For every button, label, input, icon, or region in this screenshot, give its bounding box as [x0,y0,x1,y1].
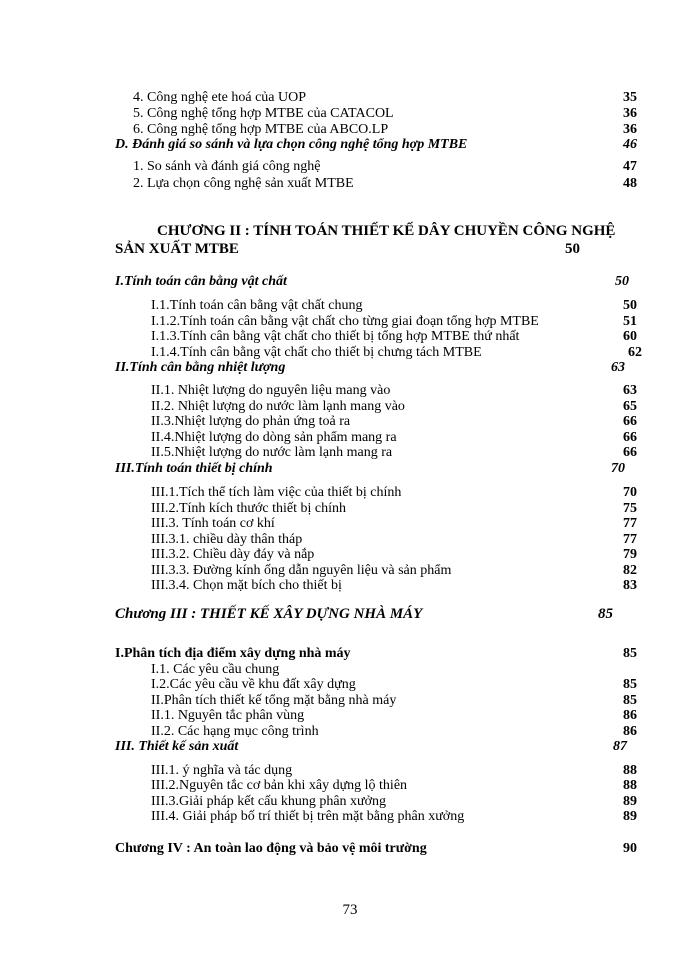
toc-entry-title: II.3.Nhiệt lượng do phản ứng toả ra [151,414,351,429]
chapter-2-heading-line1: CHƯƠNG II : TÍNH TOÁN THIẾT KẾ DÂY CHUYỀN CÔNG NGHỆ [157,223,616,239]
toc-entry-page: 50 [623,298,637,313]
toc-entry-page: 85 [623,677,637,692]
toc-entry-title: III.3. Tính toán cơ khí [151,516,275,531]
toc-entry-title: 5. Công nghệ tổng hợp MTBE của CATACOL [133,106,394,121]
page-number: 73 [342,902,358,918]
toc-entry-title: II.1. Nhiệt lượng do nguyên liệu mang vào [151,383,391,398]
toc-entry-page: 35 [623,90,637,105]
toc-entry-page: 66 [623,430,637,445]
chapter-2-heading-line2: SẢN XUẤT MTBE [115,241,239,257]
toc-entry-title: I.1.Tính toán cân bằng vật chất chung [151,298,363,313]
toc-entry-page: 60 [623,329,637,344]
toc-entry [0,808,700,826]
toc-section-page: 50 [615,274,629,289]
chapter-4-title: Chương IV : An toàn lao động và bảo vệ môi trường [115,841,427,856]
toc-entry-page: 88 [623,763,637,778]
toc-entry-page: 36 [623,122,637,137]
toc-entry-page: 89 [623,809,637,824]
chapter-4-entry [0,840,700,858]
toc-section [0,136,700,154]
chapter-2-page: 50 [565,241,580,257]
toc-entry-page: 86 [623,724,637,739]
toc-section [0,359,700,377]
toc-section-page: 63 [611,360,625,375]
toc-entry-title: I.1.3.Tính cân bằng vật chất cho thiết bị tổng hợp MTBE thứ nhất [151,329,520,344]
toc-entry-title: 6. Công nghệ tổng hợp MTBE của ABCO.LP [133,122,389,137]
toc-entry-title: II.Phân tích thiết kế tổng mặt bằng nhà máy [151,693,397,708]
toc-entry-title: III.3.2. Chiều dày đáy và nắp [151,547,315,562]
toc-entry-title: 2. Lựa chọn công nghệ sản xuất MTBE [133,176,354,191]
toc-entry-title: 1. So sánh và đánh giá công nghệ [133,159,321,174]
toc-entry-page: 66 [623,414,637,429]
toc-section-title: III. Thiết kế sản xuất [115,739,239,754]
toc-entry-title: II.1. Nguyên tắc phân vùng [151,708,305,723]
toc-entry-page: 77 [623,516,637,531]
chapter-3-page: 85 [598,606,613,622]
toc-entry-page: 65 [623,399,637,414]
toc-section [0,273,700,291]
toc-entry-page: 36 [623,106,637,121]
toc-entry-title: I.1.2.Tính toán cân bằng vật chất cho từng giai đoạn tổng hợp MTBE [151,314,539,329]
chapter-4-page: 90 [623,841,637,856]
toc-entry-page: 88 [623,778,637,793]
toc-section [0,738,700,756]
toc-section-title: I.Phân tích địa điểm xây dựng nhà máy [115,646,351,661]
toc-entry-title: II.2. Các hạng mục công trình [151,724,319,739]
toc-entry-page: 82 [623,563,637,578]
toc-entry [0,577,700,595]
toc-entry [0,158,700,176]
toc-section-page: 46 [623,137,637,152]
toc-section-title: II.Tính cân bằng nhiệt lượng [115,360,286,375]
toc-entry-title: III.4. Giải pháp bố trí thiết bị trên mặt bằng phân xưởng [151,809,465,824]
toc-section-title: D. Đánh giá so sánh và lựa chọn công nghệ tổng hợp MTBE [115,137,468,152]
toc-entry-title: III.3.1. chiều dày thân tháp [151,532,303,547]
toc-entry-title: III.3.3. Đường kính ống dẫn nguyên liệu và sản phẩm [151,563,452,578]
toc-entry-page: 48 [623,176,637,191]
toc-entry-title: I.2.Các yêu cầu về khu đất xây dựng [151,677,356,692]
toc-entry-title: 4. Công nghệ ete hoá của UOP [133,90,307,105]
toc-entry-title: III.1. ý nghĩa và tác dụng [151,763,293,778]
chapter-3-heading: Chương III : THIẾT KẾ XÂY DỰNG NHÀ MÁY [115,606,423,622]
toc-entry-title: III.1.Tích thể tích làm việc của thiết bị chính [151,485,402,500]
toc-entry-page: 75 [623,501,637,516]
toc-section-title: III.Tính toán thiết bị chính [115,461,273,476]
toc-entry-title: II.4.Nhiệt lượng do dòng sản phẩm mang ra [151,430,397,445]
toc-entry-title: II.2. Nhiệt lượng do nước làm lạnh mang vào [151,399,405,414]
toc-section-page: 85 [623,646,637,661]
toc-entry-page: 62 [628,345,642,360]
toc-entry-title: III.3.4. Chọn mặt bích cho thiết bị [151,578,342,593]
toc-entry-title: III.2.Tính kích thước thiết bị chính [151,501,347,516]
toc-section-page: 70 [611,461,625,476]
toc-entry-page: 51 [623,314,637,329]
toc-entry-title: I.1.4.Tính cân bằng vật chất cho thiết bị chưng tách MTBE [151,345,482,360]
toc-entry-title: III.2.Nguyên tắc cơ bản khi xây dựng lộ thiên [151,778,408,793]
toc-entry-page: 83 [623,578,637,593]
toc-section-title: I.Tính toán cân bằng vật chất [115,274,287,289]
toc-entry-page: 79 [623,547,637,562]
toc-entry-title: I.1. Các yêu cầu chung [151,662,280,677]
toc-section [0,460,700,478]
toc-entry [0,175,700,193]
toc-entry-page: 47 [623,159,637,174]
toc-entry-page: 89 [623,794,637,809]
toc-entry-page: 86 [623,708,637,723]
toc-entry-title: III.3.Giải pháp kết cấu khung phân xưởng [151,794,387,809]
toc-section-page: 87 [613,739,627,754]
toc-entry-page: 85 [623,693,637,708]
toc-entry-page: 66 [623,445,637,460]
toc-entry-page: 63 [623,383,637,398]
toc-entry-page: 70 [623,485,637,500]
toc-entry-title: II.5.Nhiệt lượng do nước làm lạnh mang ra [151,445,393,460]
toc-entry-page: 77 [623,532,637,547]
